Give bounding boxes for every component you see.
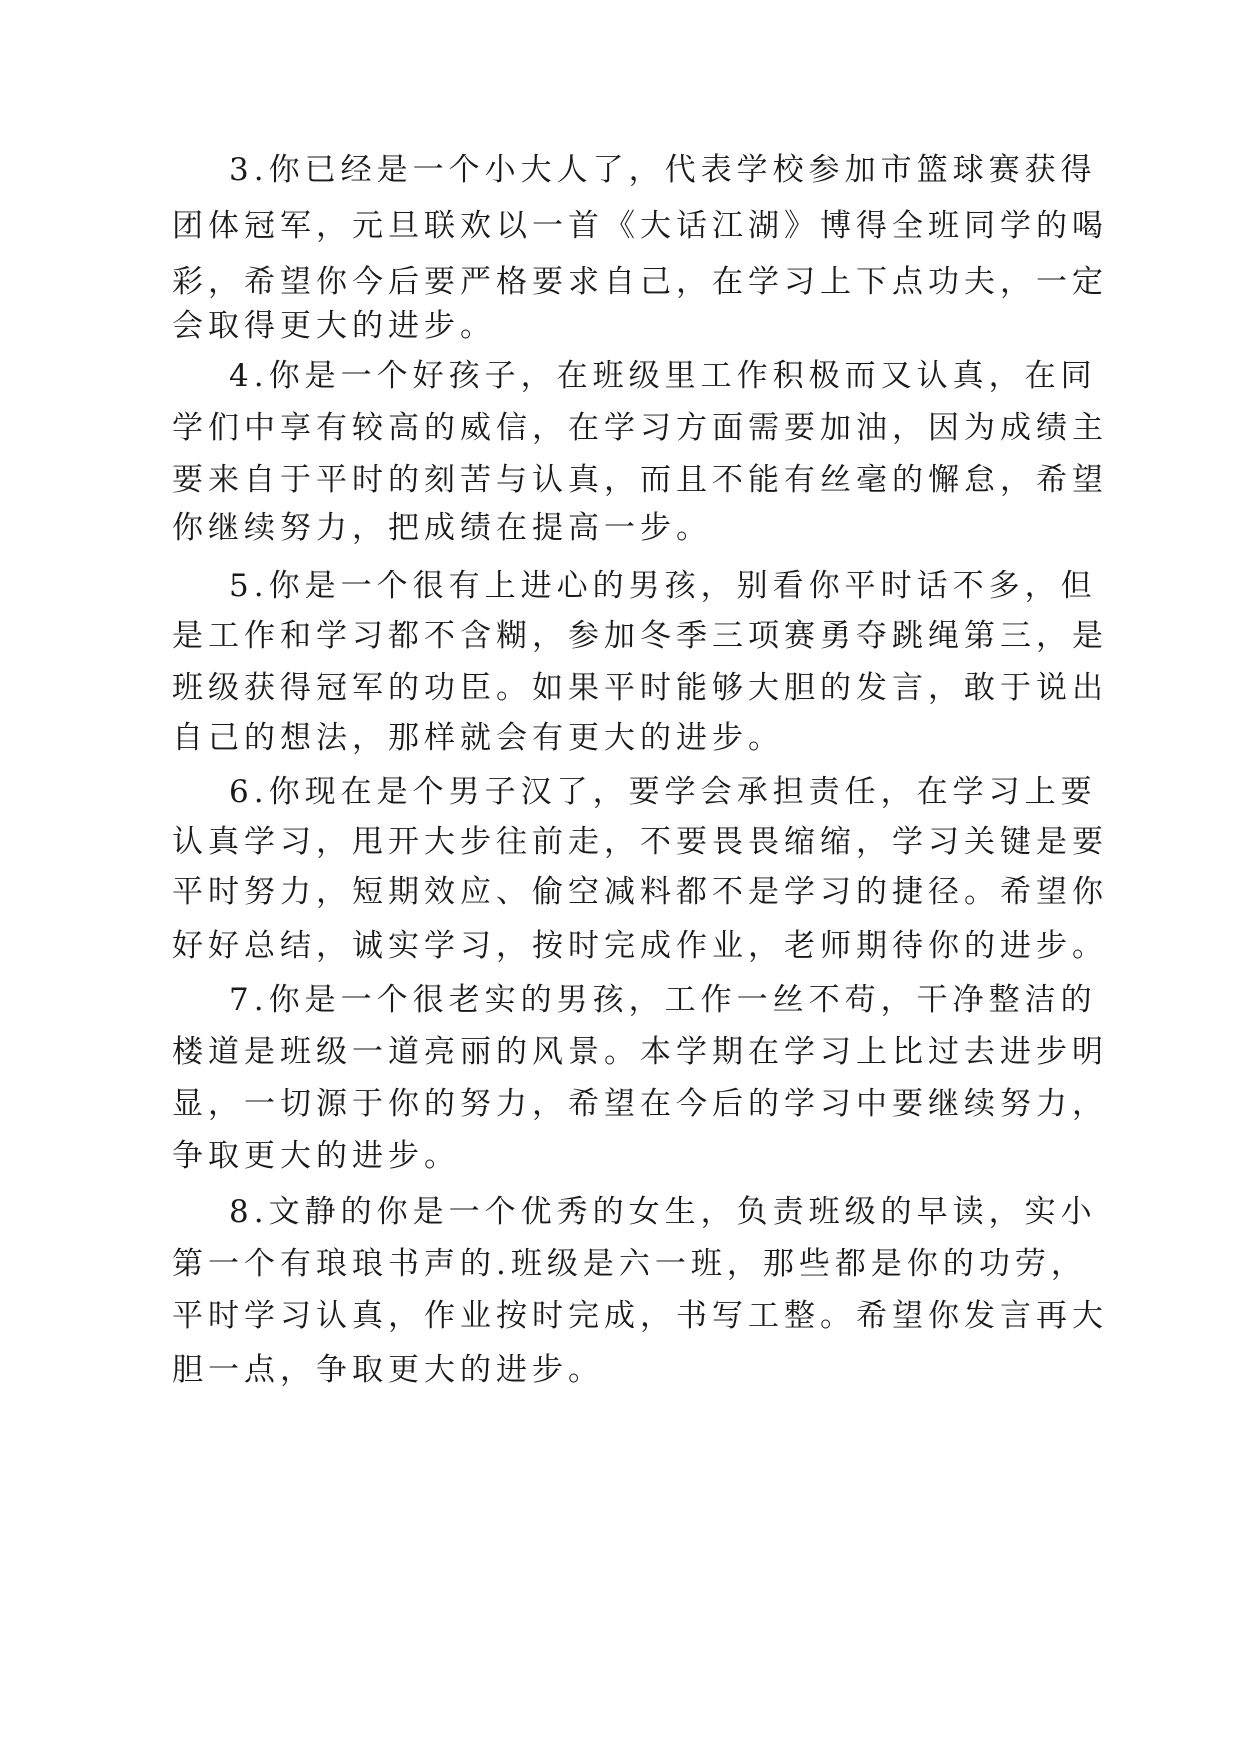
paragraph-3-line-3: 彩，希望你今后要严格要求自己，在学习上下点功夫，一定 [172,264,1108,300]
paragraph-5-line-2: 是工作和学习都不含糊，参加冬季三项赛勇夺跳绳第三，是 [172,618,1108,654]
paragraph-6-line-4: 好好总结，诚实学习，按时完成作业，老师期待你的进步。 [172,928,1108,964]
paragraph-5-line-4: 自己的想法，那样就会有更大的进步。 [172,720,784,756]
paragraph-7-line-4: 争取更大的进步。 [172,1138,460,1174]
paragraph-8-line-4: 胆一点，争取更大的进步。 [172,1352,604,1388]
paragraph-7-line-1: 7.你是一个很老实的男孩，工作一丝不苟，干净整洁的 [229,982,1097,1018]
paragraph-8-line-1: 8.文静的你是一个优秀的女生，负责班级的早读，实小 [229,1194,1097,1230]
paragraph-4-line-1: 4.你是一个好孩子，在班级里工作积极而又认真，在同 [229,358,1097,394]
paragraph-6-line-3: 平时努力，短期效应、偷空减料都不是学习的捷径。希望你 [172,874,1108,910]
paragraph-3-line-4: 会取得更大的进步。 [172,308,496,344]
paragraph-3-line-2: 团体冠军，元旦联欢以一首《大话江湖》博得全班同学的喝 [172,208,1108,244]
paragraph-6-line-2: 认真学习，甩开大步往前走，不要畏畏缩缩，学习关键是要 [172,824,1108,860]
paragraph-4-line-4: 你继续努力，把成绩在提高一步。 [172,510,712,546]
paragraph-7-line-2: 楼道是班级一道亮丽的风景。本学期在学习上比过去进步明 [172,1034,1108,1070]
paragraph-5-line-3: 班级获得冠军的功臣。如果平时能够大胆的发言，敢于说出 [172,670,1108,706]
paragraph-8-line-3: 平时学习认真，作业按时完成，书写工整。希望你发言再大 [172,1298,1108,1334]
paragraph-3-line-1: 3.你已经是一个小大人了，代表学校参加市篮球赛获得 [229,152,1097,188]
paragraph-4-line-3: 要来自于平时的刻苦与认真，而且不能有丝毫的懈怠，希望 [172,462,1108,498]
paragraph-8-line-2: 第一个有琅琅书声的.班级是六一班，那些都是你的功劳， [172,1246,1087,1282]
paragraph-6-line-1: 6.你现在是个男子汉了，要学会承担责任，在学习上要 [229,774,1097,810]
paragraph-5-line-1: 5.你是一个很有上进心的男孩，别看你平时话不多，但 [229,568,1097,604]
paragraph-7-line-3: 显，一切源于你的努力，希望在今后的学习中要继续努力， [172,1086,1108,1122]
paragraph-4-line-2: 学们中享有较高的威信，在学习方面需要加油，因为成绩主 [172,410,1108,446]
